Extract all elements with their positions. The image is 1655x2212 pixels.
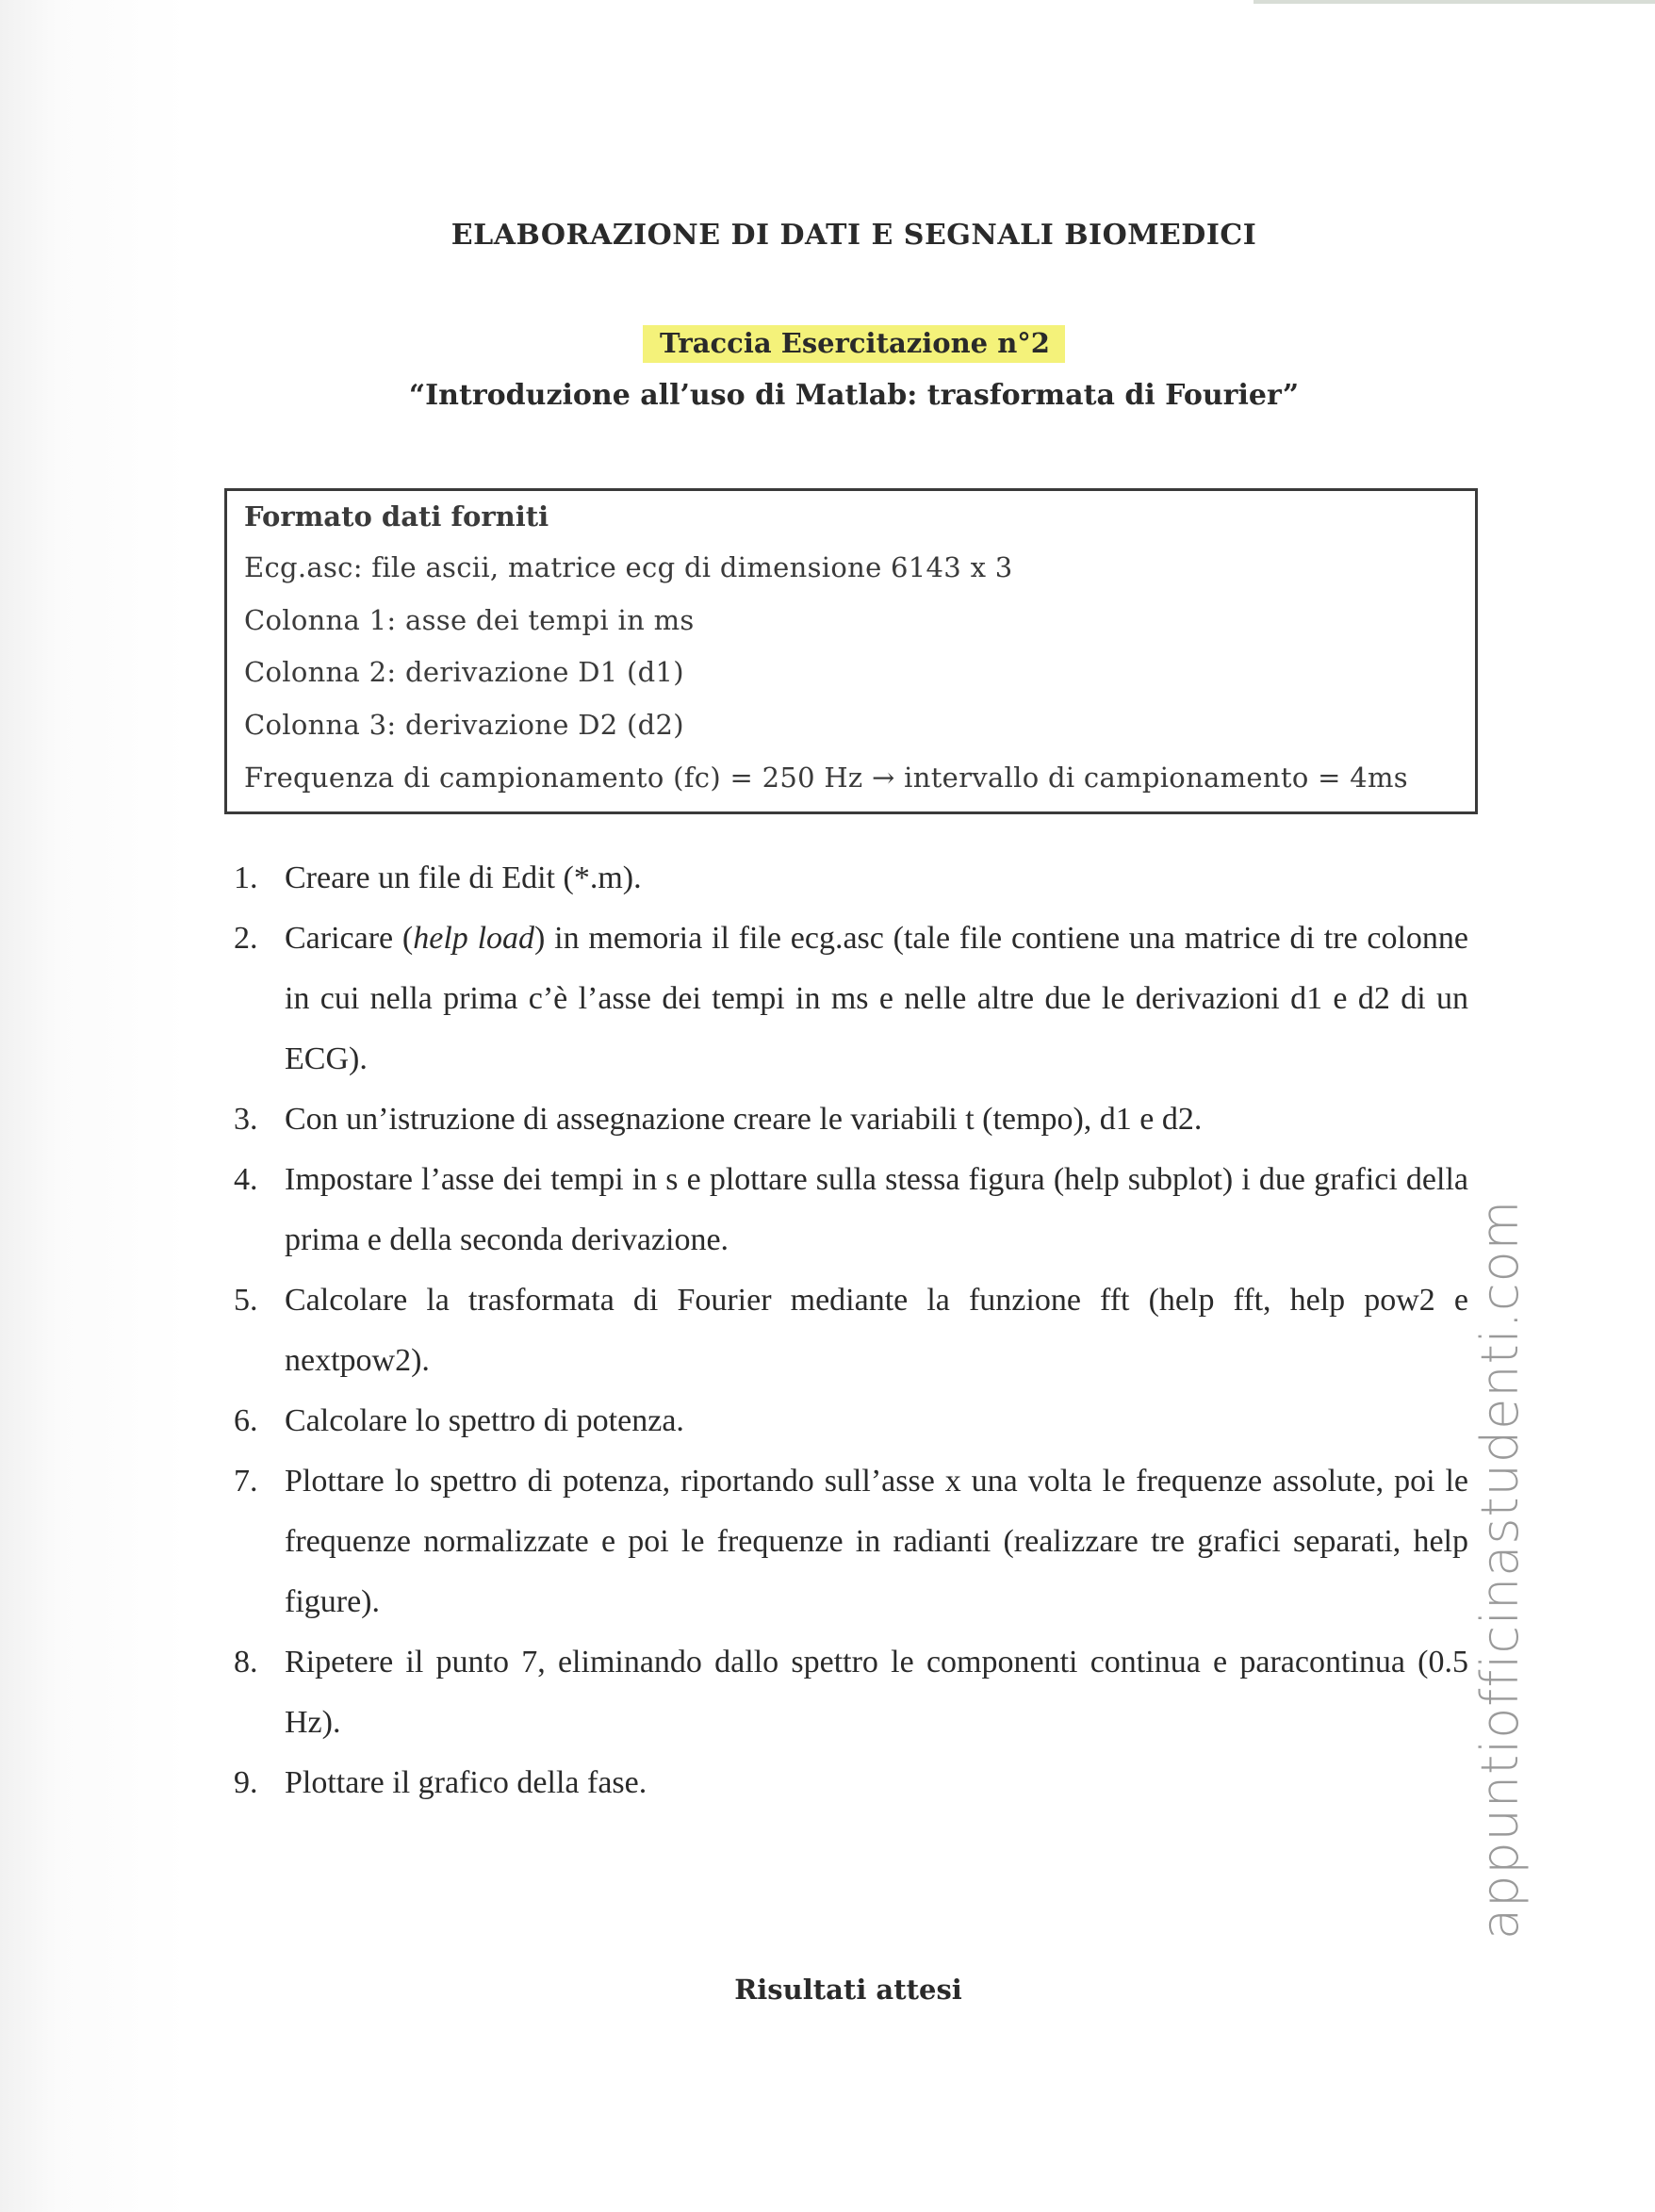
step-item	[234, 1753, 1468, 1813]
step-number: 7.	[234, 1464, 258, 1499]
step-item	[234, 909, 1468, 1090]
step-text: Con un’istruzione di assegnazione creare le variabili t (tempo), d1 e d2.	[285, 1102, 1203, 1137]
data-format-line: Colonna 2: derivazione D1 (d1)	[244, 656, 684, 688]
step-text: Calcolare lo spettro di potenza.	[285, 1403, 684, 1438]
step-item	[234, 1090, 1468, 1150]
scan-edge-line	[1254, 0, 1655, 4]
data-format-box	[224, 488, 1478, 814]
course-title: ELABORAZIONE DI DATI E SEGNALI BIOMEDICI	[451, 219, 1257, 252]
step-item	[234, 1451, 1468, 1632]
highlighted-subtitle: Traccia Esercitazione n°2	[643, 325, 1065, 363]
results-heading: Risultati attesi	[734, 1974, 962, 2006]
step-text: Caricare (help load) in memoria il file ecg.asc (tale file contiene una matrice di tre colonne in cui nella prima c’è l’asse dei tempi in ms e nelle altre due le derivazioni d1 e d2 di un ECG).	[285, 921, 1468, 1076]
step-item	[234, 1632, 1468, 1753]
step-number: 1.	[234, 860, 258, 895]
step-item	[234, 1150, 1468, 1270]
step-number: 8.	[234, 1645, 258, 1679]
step-item	[234, 1270, 1468, 1391]
subtitle-container	[0, 325, 1655, 363]
step-number: 5.	[234, 1283, 258, 1318]
step-text: Calcolare la trasformata di Fourier mediante la funzione fft (help fft, help pow2 e nextpow2).	[285, 1283, 1468, 1378]
data-format-line: Frequenza di campionamento (fc) = 250 Hz → intervallo di campionamento = 4ms	[244, 762, 1408, 794]
watermark-text: appuntiofficinastudenti.com	[1470, 1199, 1530, 1940]
step-text: Ripetere il punto 7, eliminando dallo spettro le componenti continua e paracontinua (0.5 Hz).	[285, 1645, 1468, 1740]
step-text: Impostare l’asse dei tempi in s e plottare sulla stessa figura (help subplot) i due grafici della prima e della seconda derivazione.	[285, 1162, 1468, 1257]
data-format-title: Formato dati forniti	[244, 500, 549, 533]
step-number: 9.	[234, 1765, 258, 1800]
step-number: 4.	[234, 1162, 258, 1197]
step-text: Creare un file di Edit (*.m).	[285, 860, 642, 895]
step-item	[234, 848, 1468, 909]
step-text: Plottare il grafico della fase.	[285, 1765, 647, 1800]
step-number: 3.	[234, 1102, 258, 1137]
step-text: Plottare lo spettro di potenza, riportando sull’asse x una volta le frequenze assolute, poi le frequenze normalizzate e poi le frequenze in radianti (realizzare tre grafici separati, help figure).	[285, 1464, 1468, 1619]
data-format-line: Colonna 1: asse dei tempi in ms	[244, 604, 695, 636]
step-number: 6.	[234, 1403, 258, 1438]
document-title: “Introduzione all’uso di Matlab: trasformata di Fourier”	[408, 379, 1300, 412]
data-format-line: Ecg.asc: file ascii, matrice ecg di dimensione 6143 x 3	[244, 551, 1013, 583]
data-format-line: Colonna 3: derivazione D2 (d2)	[244, 709, 684, 741]
steps-list	[234, 848, 1468, 1813]
step-number: 2.	[234, 921, 258, 956]
step-item	[234, 1391, 1468, 1451]
